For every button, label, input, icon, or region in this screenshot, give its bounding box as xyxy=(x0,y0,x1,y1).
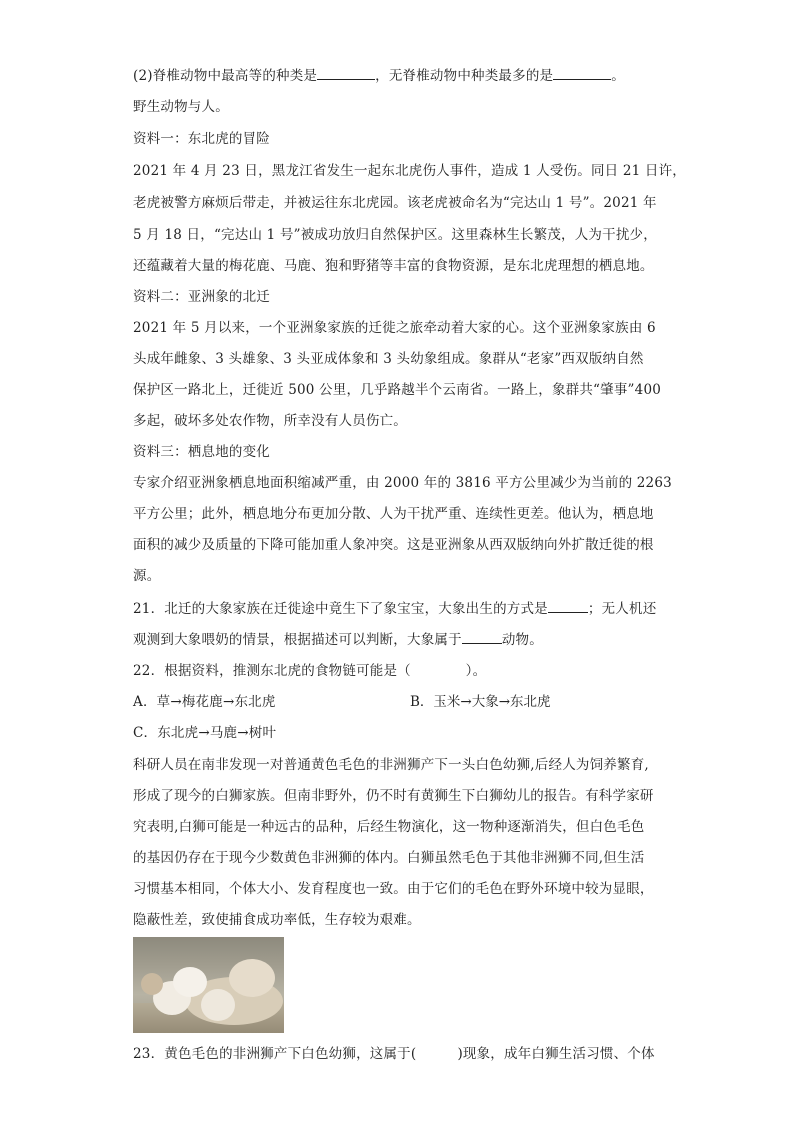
question-2-line xyxy=(133,65,663,85)
option-b[interactable]: B．玉米→大象→东北虎 xyxy=(410,694,551,710)
text: 21．北迁的大象家族在迁徙途中竟生下了象宝宝，大象出生的方式是 xyxy=(133,601,548,617)
answer-blank[interactable] xyxy=(548,598,588,613)
paragraph-line: 多起，破坏多处农作物，所幸没有人员伤亡。 xyxy=(133,413,407,429)
question-21-line-1 xyxy=(133,598,663,618)
paragraph-line: 还蕴藏着大量的梅花鹿、马鹿、狍和野猪等丰富的食物资源，是东北虎理想的栖息地。 xyxy=(133,258,654,274)
answer-blank[interactable] xyxy=(317,65,375,80)
material-1-title: 资料一：东北虎的冒险 xyxy=(133,131,270,147)
option-a[interactable]: A．草→梅花鹿→东北虎 xyxy=(133,694,276,710)
paragraph-line: 的基因仍存在于现今少数黄色非洲狮的体内。白狮虽然毛色于其他非洲狮不同,但生活 xyxy=(133,850,645,866)
paragraph-line: 形成了现今的白狮家族。但南非野外，仍不时有黄狮生下白狮幼儿的报告。有科学家研 xyxy=(133,788,654,804)
paragraph-line: 源。 xyxy=(133,568,161,584)
text: 。 xyxy=(611,68,625,84)
paragraph-line: 科研人员在南非发现一对普通黄色毛色的非洲狮产下一头白色幼狮,后经人为饲养繁育, xyxy=(133,757,649,773)
text: ，无脊椎动物中种类最多的是 xyxy=(375,68,554,84)
paragraph-line: 保护区一路北上，迁徙近 500 公里，几乎路越半个云南省。一路上，象群共“肇事”400 xyxy=(133,382,662,398)
question-21-line-2 xyxy=(133,629,663,649)
section-heading: 野生动物与人。 xyxy=(133,99,229,115)
paragraph-line: 老虎被警方麻烦后带走，并被运往东北虎园。该老虎被命名为“完达山 1 号”。2021 年 xyxy=(133,195,657,211)
answer-blank[interactable] xyxy=(462,629,502,644)
cub xyxy=(141,973,163,995)
option-c[interactable]: C．东北虎→马鹿→树叶 xyxy=(133,725,277,741)
paragraph-line: 究表明,白狮可能是一种远古的品种，后经生物演化，这一物种逐渐消失，但白色毛色 xyxy=(133,819,645,835)
material-2-title: 资料二：亚洲象的北迁 xyxy=(133,289,270,305)
paragraph-line: 5 月 18 日，“完达山 1 号”被成功放归自然保护区。这里森林生长繁茂，人为干扰少， xyxy=(133,227,657,243)
lioness-head xyxy=(229,959,275,997)
question-23: 23．黄色毛色的非洲狮产下白色幼狮，这属于( )现象，成年白狮生活习惯、个体 xyxy=(133,1046,655,1062)
text: 观测到大象喂奶的情景，根据描述可以判断，大象属于 xyxy=(133,632,462,648)
question-22: 22．根据资料，推测东北虎的食物链可能是（ ）。 xyxy=(133,663,487,679)
text: (2)脊椎动物中最高等的种类是 xyxy=(133,68,318,84)
paragraph-line: 习惯基本相同，个体大小、发育程度也一致。由于它们的毛色在野外环境中较为显眼， xyxy=(133,881,654,897)
text: 动物。 xyxy=(501,632,543,648)
paragraph-line: 2021 年 5 月以来，一个亚洲象家族的迁徙之旅牵动着大家的心。这个亚洲象家族由 6 xyxy=(133,320,656,336)
answer-blank[interactable] xyxy=(553,65,611,80)
material-3-title: 资料三：栖息地的变化 xyxy=(133,444,270,460)
paragraph-line: 头成年雌象、3 头雄象、3 头亚成体象和 3 头幼象组成。象群从“老家”西双版纳自然 xyxy=(133,351,644,367)
paragraph-line: 平方公里；此外，栖息地分布更加分散、人为干扰严重、连续性更差。他认为，栖息地 xyxy=(133,506,654,522)
paragraph-line: 2021 年 4 月 23 日，黑龙江省发生一起东北虎伤人事件，造成 1 人受伤。同日 21 日许， xyxy=(133,163,687,179)
text: ；无人机还 xyxy=(587,601,657,617)
white-lion-photo xyxy=(133,937,284,1033)
cub xyxy=(201,989,235,1021)
cub xyxy=(173,967,207,997)
paragraph-line: 隐蔽性差，致使捕食成功率低，生存较为艰难。 xyxy=(133,912,421,928)
paragraph-line: 面积的减少及质量的下降可能加重人象冲突。这是亚洲象从西双版纳向外扩散迁徙的根 xyxy=(133,537,654,553)
paragraph-line: 专家介绍亚洲象栖息地面积缩减严重，由 2000 年的 3816 平方公里减少为当前的 2263 xyxy=(133,475,672,491)
